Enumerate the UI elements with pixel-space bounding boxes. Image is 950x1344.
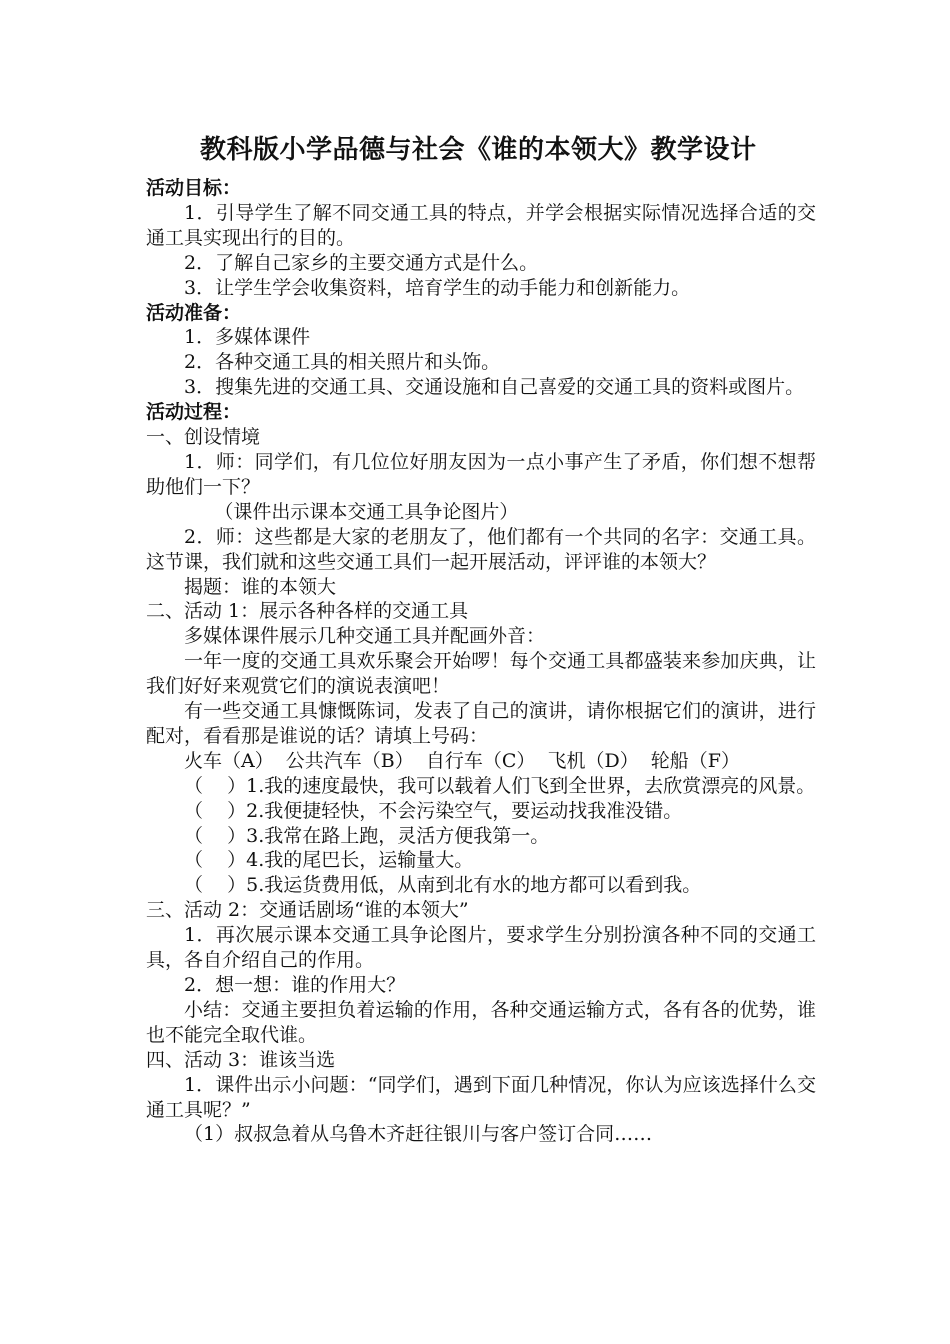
- document-title: 教科版小学品德与社会《谁的本领大》教学设计: [200, 135, 757, 165]
- section-heading: 活动准备：: [146, 301, 242, 324]
- paragraph: （ ）5.我运货费用低，从南到北有水的地方都可以看到我。: [184, 874, 702, 897]
- paragraph: （ ）4.我的尾巴长，运输量大。: [184, 849, 474, 872]
- paragraph: 火车（A） 公共汽车（B） 自行车（C） 飞机（D） 轮船（F）: [184, 749, 740, 772]
- paragraph: 1．课件出示小问题：“同学们，遇到下面几种情况，你认为应该选择什么交通工具呢？”: [146, 1073, 816, 1121]
- paragraph: 3．搜集先进的交通工具、交通设施和自己喜爱的交通工具的资料或图片。: [184, 376, 805, 399]
- paragraph: 2．师：这些都是大家的老朋友了，他们都有一个共同的名字：交通工具。这节课，我们就和这些交通工具们一起开展活动，评评谁的本领大？: [146, 525, 816, 573]
- paragraph: （ ）2.我便捷轻快，不会污染空气，要运动找我准没错。: [184, 799, 683, 822]
- paragraph: 小结：交通主要担负着运输的作用，各种交通运输方式，各有各的优势，谁也不能完全取代谁。: [146, 998, 816, 1046]
- paragraph: 2．各种交通工具的相关照片和头饰。: [184, 351, 501, 374]
- paragraph: 1．师：同学们，有几位位好朋友因为一点小事产生了矛盾，你们想不想帮助他们一下？: [146, 450, 816, 498]
- paragraph: 2．了解自己家乡的主要交通方式是什么。: [184, 251, 539, 274]
- paragraph: 二、活动 1：展示各种各样的交通工具: [146, 600, 469, 623]
- paragraph: 四、活动 3：谁该当选: [146, 1048, 336, 1071]
- paragraph: （ ）3.我常在路上跑，灵活方便我第一。: [184, 824, 550, 847]
- paragraph: 1．多媒体课件: [184, 326, 311, 349]
- paragraph: 揭题：谁的本领大: [184, 575, 337, 598]
- paragraph: （1）叔叔急着从乌鲁木齐赶往银川与客户签订合同……: [184, 1123, 653, 1146]
- paragraph: 1．再次展示课本交通工具争论图片，要求学生分别扮演各种不同的交通工具，各自介绍自己的作用。: [146, 924, 816, 972]
- paragraph: （ ）1.我的速度最快，我可以载着人们飞到全世界，去欣赏漂亮的风景。: [184, 774, 816, 797]
- paragraph: 2．想一想：谁的作用大？: [184, 974, 406, 996]
- paragraph: （课件出示课本交通工具争论图片）: [214, 500, 519, 523]
- paragraph: 一、创设情境: [146, 426, 261, 449]
- paragraph: 一年一度的交通工具欢乐聚会开始啰！每个交通工具都盛装来参加庆典，让我们好好来观赏它们的演说表演吧！: [146, 650, 816, 698]
- paragraph: 有一些交通工具慷慨陈词，发表了自己的演讲，请你根据它们的演讲，进行配对，看看那是谁说的话？请填上号码：: [146, 700, 816, 747]
- paragraph: 3．让学生学会收集资料，培育学生的动手能力和创新能力。: [184, 276, 691, 299]
- section-heading: 活动过程：: [146, 401, 242, 424]
- paragraph: 三、活动 2：交通话剧场“谁的本领大”: [146, 899, 469, 922]
- section-heading: 活动目标：: [146, 177, 242, 199]
- paragraph: 多媒体课件展示几种交通工具并配画外音：: [184, 625, 546, 648]
- document-body: [146, 176, 816, 1147]
- paragraph: 1．引导学生了解不同交通工具的特点，并学会根据实际情况选择合适的交通工具实现出行的目的。: [146, 201, 816, 249]
